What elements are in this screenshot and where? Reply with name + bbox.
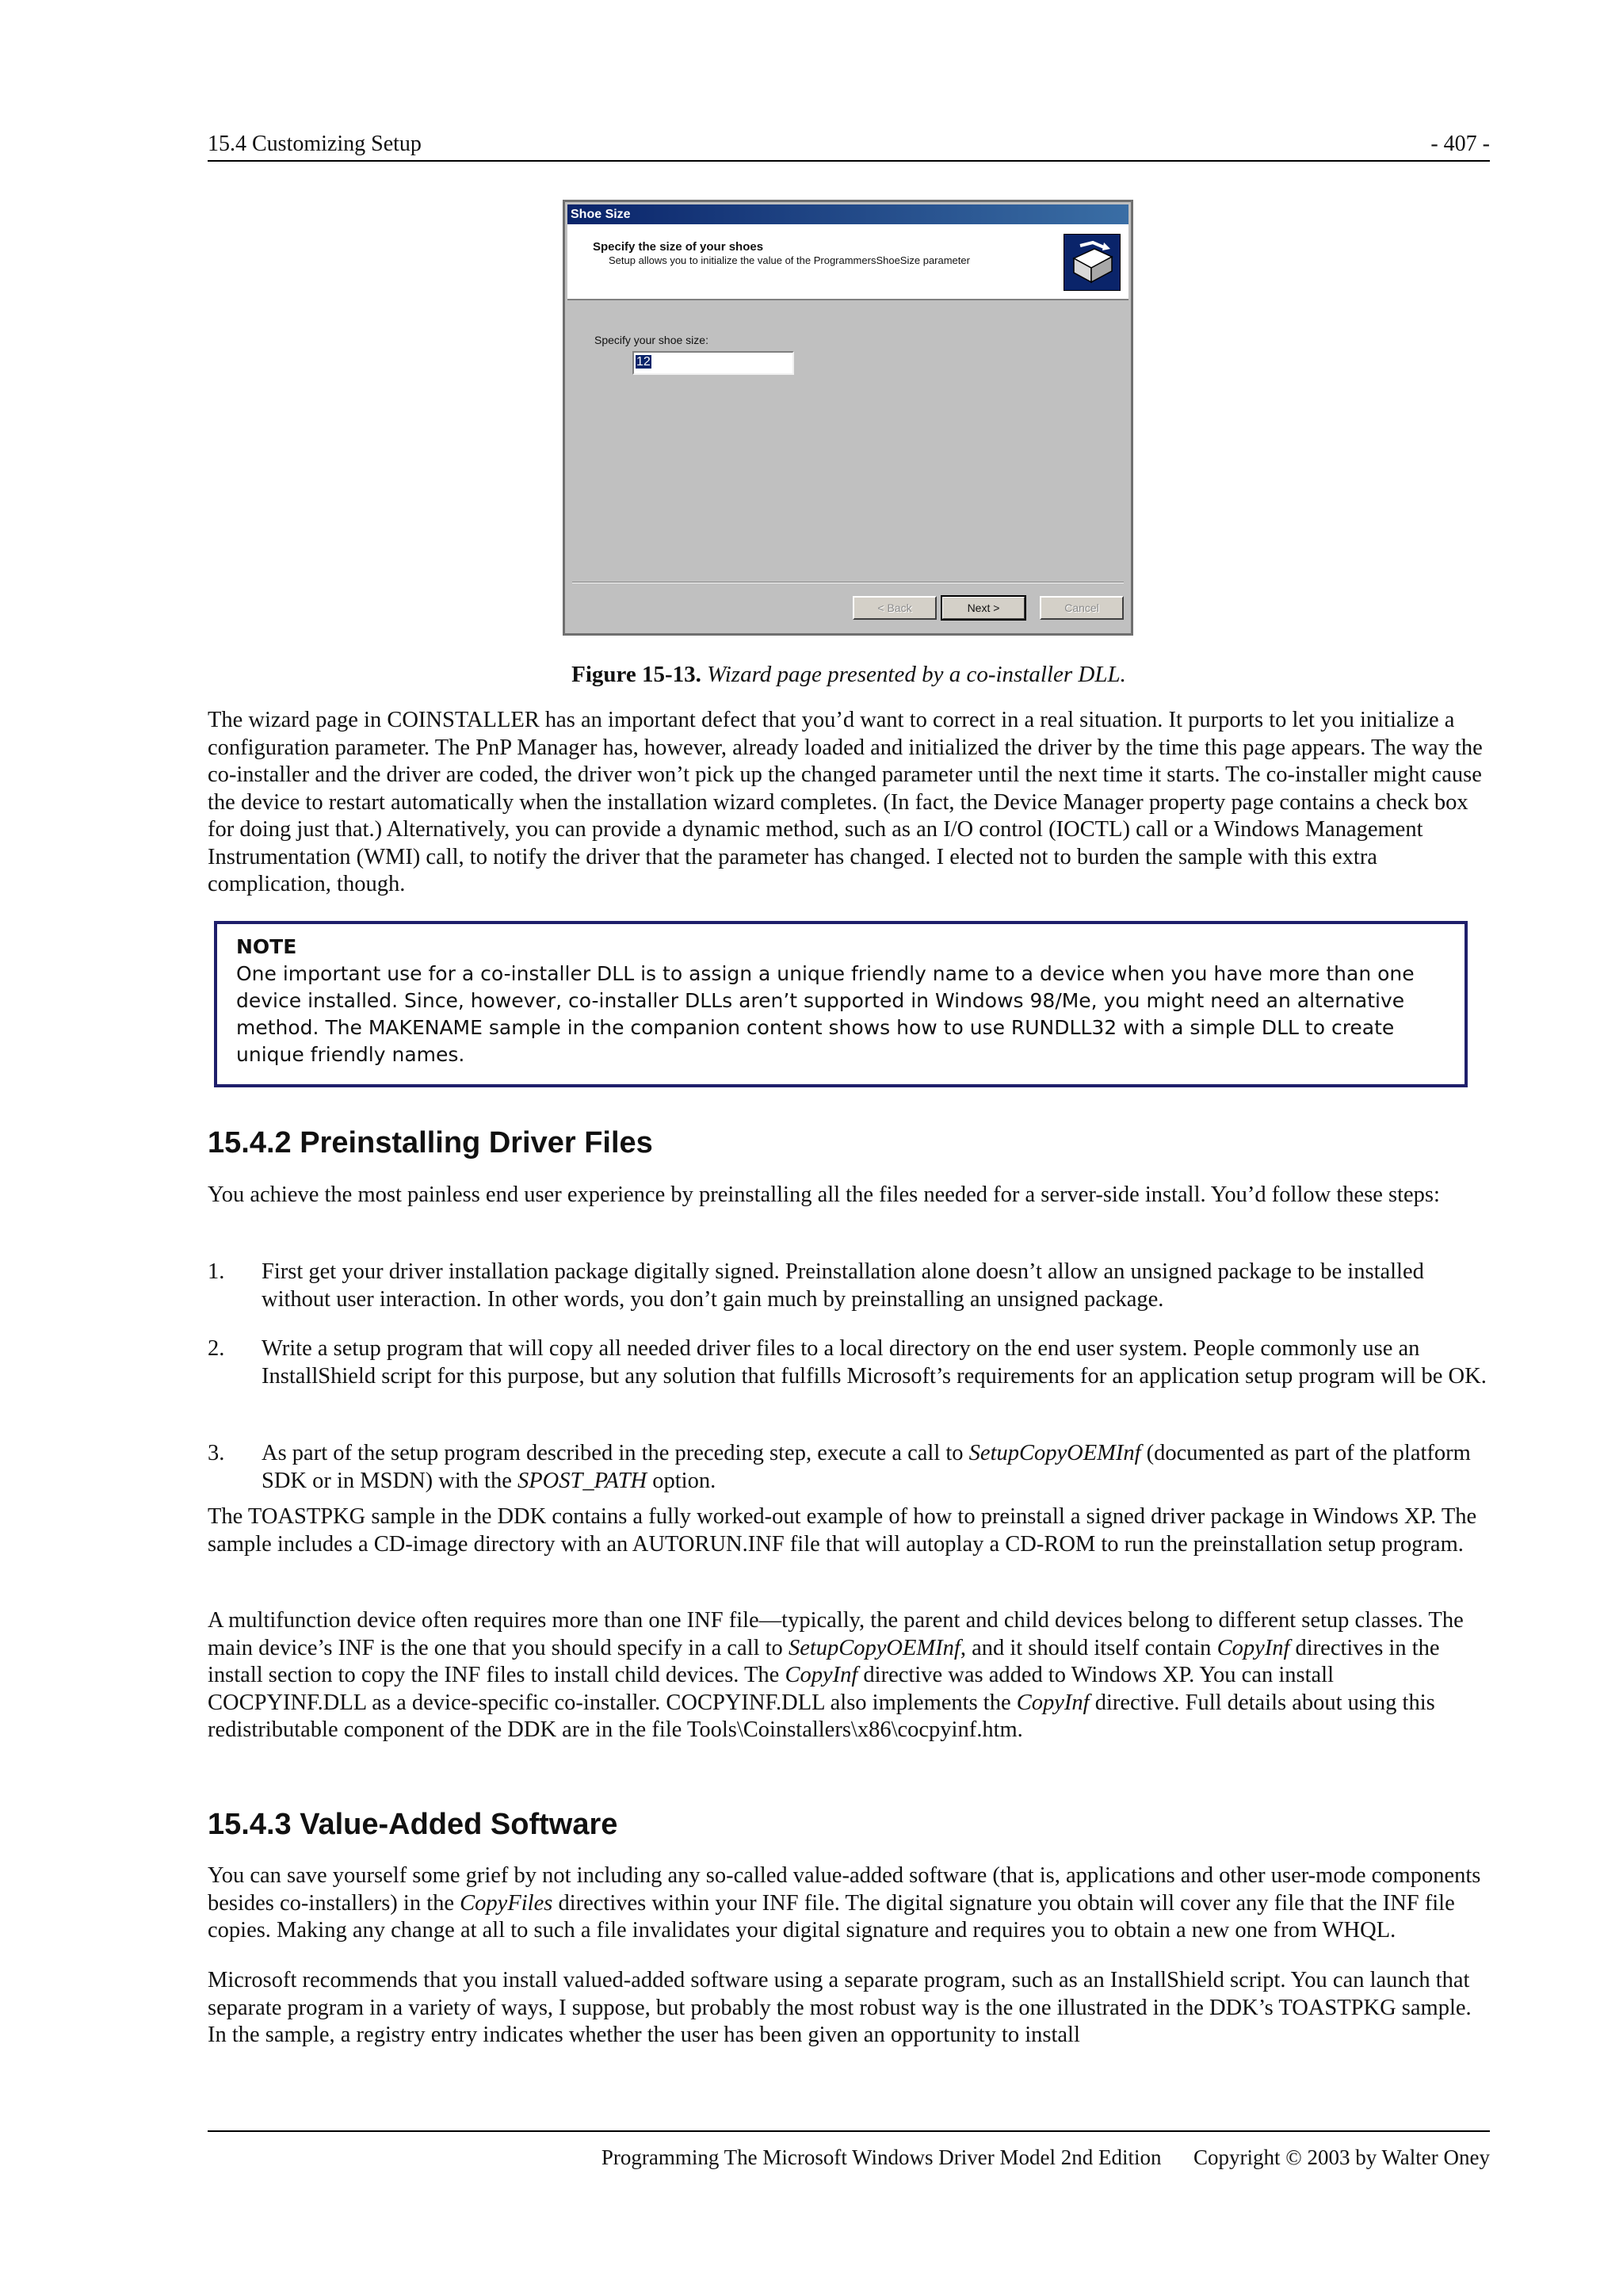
figure-label: Figure 15-13. xyxy=(571,662,701,687)
wizard-separator xyxy=(572,582,1124,583)
footer-book-title: Programming The Microsoft Windows Driver Model 2nd Edition xyxy=(601,2145,1162,2169)
paragraph-coinstaller-defect: The wizard page in COINSTALLER has an important defect that you’d want to correct in a real situation. It purports to let you initialize a configuration parameter. The PnP Manager has, however, already loaded and initialized the driver by the time this page appears. The way the co-installer and the driver are coded, the driver won’t pick up the changed parameter until the next time it starts. The co-installer might cause the device to restart automatically when the installation wizard completes. (In fact, the Device Manager property page contains a check box for doing just that.) Alternatively, you can provide a dynamic method, such as an I/O control (IOCTL) call or a Windows Management Instrumentation (WMI) call, to notify the driver that the parameter has changed. I elected not to burden the sample with this extra complication, though. xyxy=(208,708,1483,896)
header-section: 15.4 Customizing Setup xyxy=(208,132,422,156)
list-number: 2. xyxy=(208,1336,225,1361)
wizard-subheading: Setup allows you to initialize the value of the ProgrammersShoeSize parameter xyxy=(609,254,970,266)
heading-15-4-3: 15.4.3 Value-Added Software xyxy=(208,1808,618,1841)
note-text: One important use for a co-installer DLL is to assign a unique friendly name to a device when you have more than one device installed. Since, however, co-installer DLLs aren’t supported in Windows 98/Me, you might need an alternative method. The MAKENAME sample in the companion content shows how to use RUNDLL32 with a simple DLL to create unique friendly names. xyxy=(236,962,1415,1066)
cancel-button[interactable]: Cancel xyxy=(1040,596,1124,620)
list-text: As part of the setup program described in the preceding step, execute a call to SetupCopyOEMInf (documented as part of the platform SDK or in MSDN) with the SPOST_PATH option. xyxy=(262,1441,1471,1493)
paragraph-value-added: You can save yourself some grief by not including any so-called value-added software (that is, applications and other user-mode components besides co-installers) in the CopyFiles directives within your INF file. The digital signature you obtain will cover any file that the INF file copies. Making any change at all to such a file invalidates your digital signature and requires you to obtain a new one from WHQL. xyxy=(208,1863,1481,1943)
setup-box-icon xyxy=(1064,234,1121,291)
figure-caption xyxy=(208,661,1490,688)
next-button[interactable]: Next > xyxy=(941,596,1025,620)
back-button[interactable]: < Back xyxy=(853,596,937,620)
running-header xyxy=(208,132,1490,162)
wizard-heading: Specify the size of your shoes xyxy=(593,240,764,254)
shoe-size-label: Specify your shoe size: xyxy=(594,334,708,346)
shoe-size-value: 12 xyxy=(636,355,651,369)
footer-copyright: Copyright © 2003 by Walter Oney xyxy=(1193,2145,1490,2169)
list-text: First get your driver installation package digitally signed. Preinstallation alone doesn’t allow an unsigned package to be installed without user interaction. In other words, you don’t gain much by preinstalling an unsigned package. xyxy=(262,1259,1424,1312)
paragraph-install-recommendation: Microsoft recommends that you install valued-added software using a separate program, such as an InstallShield script. You can launch that separate program in a variety of ways, I suppose, but probably the most robust way is the one illustrated in the DDK’s TOASTPKG sample. In the sample, a registry entry indicates whether the user has been given an opportunity to install xyxy=(208,1968,1472,2047)
note-box xyxy=(214,921,1468,1087)
wizard-screenshot xyxy=(563,200,1133,636)
running-footer xyxy=(208,2130,1490,2169)
list-text: Write a setup program that will copy all needed driver files to a local directory on the end user system. People commonly use an InstallShield script for this purpose, but any solution that fulfills Microsoft’s requirements for an application setup program will be OK. xyxy=(262,1336,1487,1389)
list-number: 1. xyxy=(208,1259,225,1284)
paragraph-preinstall-intro: You achieve the most painless end user experience by preinstalling all the files needed for a server-side install. You’d follow these steps: xyxy=(208,1182,1440,1207)
figure-caption-text: Wizard page presented by a co-installer DLL. xyxy=(707,662,1126,687)
shoe-size-input[interactable] xyxy=(632,351,794,375)
paragraph-toastpkg: The TOASTPKG sample in the DDK contains a fully worked-out example of how to preinstall a signed driver package in Windows XP. The sample includes a CD-image directory with an AUTORUN.INF file that will autoplay a CD-ROM to run the preinstallation setup program. xyxy=(208,1504,1477,1557)
wizard-title-bar: Shoe Size xyxy=(567,204,1128,224)
wizard-banner xyxy=(567,224,1128,300)
paragraph-multifunction: A multifunction device often requires more than one INF file—typically, the parent and child devices belong to different setup classes. The main device’s INF is the one that you should specify in a call to SetupCopyOEMInf, and it should itself contain CopyInf directives in the install section to copy the INF files to install child devices. The CopyInf directive was added to Windows XP. You can install COCPYINF.DLL as a device-specific co-installer. COCPYINF.DLL also implements the CopyInf directive. Full details about using this redistributable component of the DDK are in the file Tools\Coinstallers\x86\cocpyinf.htm. xyxy=(208,1608,1464,1742)
header-page-number: - 407 - xyxy=(1430,132,1490,156)
wizard-body xyxy=(567,300,1128,631)
note-title: NOTE xyxy=(236,935,297,958)
list-number: 3. xyxy=(208,1441,225,1465)
heading-15-4-2: 15.4.2 Preinstalling Driver Files xyxy=(208,1126,653,1159)
